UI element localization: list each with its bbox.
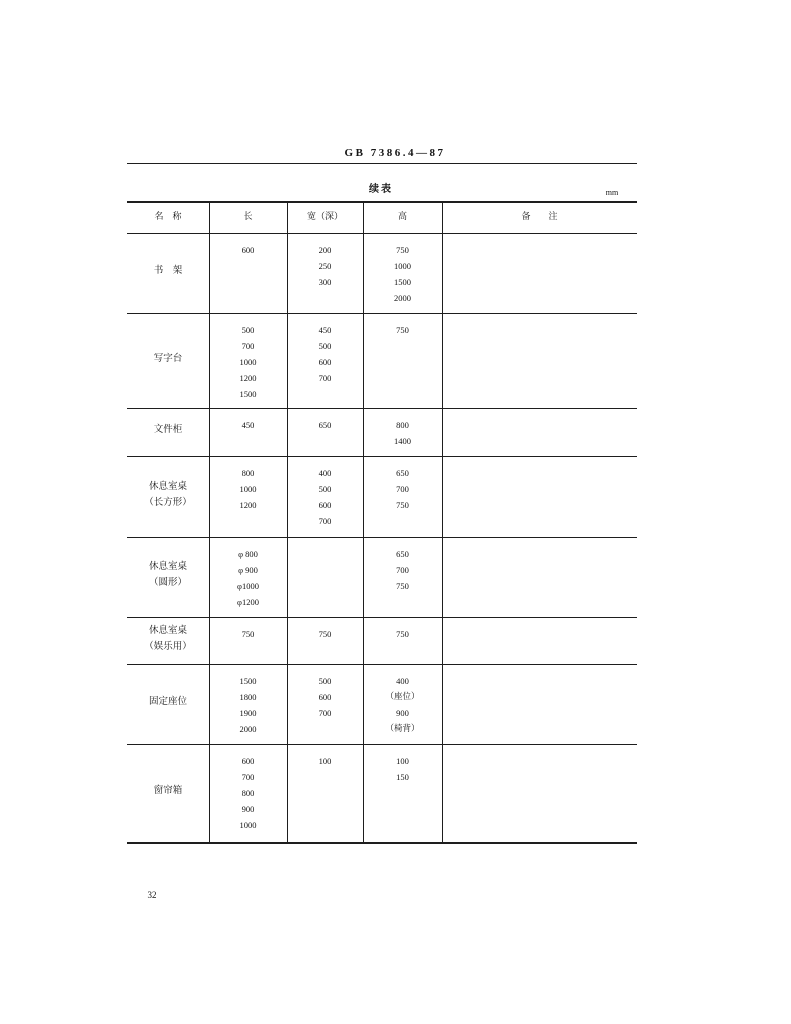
height-cell [363,546,442,594]
row-name [127,263,209,279]
length-cell [209,322,287,402]
width-cell [287,626,363,642]
length-value: 1000 [239,357,257,367]
length-value: 900 [241,804,255,814]
length-value: 1500 [239,676,257,686]
height-value: 100 [396,756,409,766]
width-value: 500 [318,484,332,494]
height-value: 900 [396,708,409,718]
width-cell [287,753,363,769]
table-row [127,313,637,408]
length-value: 1500 [239,389,257,399]
length-value: 2000 [239,724,257,734]
table-caption: 续表 [369,184,393,195]
width-value: 200 [318,245,332,255]
row-name [127,479,209,511]
height-value: 650 [396,549,409,559]
height-value: 800 [396,420,409,430]
height-cell [363,465,442,513]
width-value: 300 [318,277,332,287]
length-value: 1200 [239,500,257,510]
row-name-line: 写字台 [153,353,183,364]
row-name [127,623,209,655]
header-rule [127,163,637,164]
length-cell [209,673,287,737]
length-cell [209,626,287,642]
height-value: 750 [396,500,409,510]
length-cell [209,753,287,833]
width-value: 450 [318,325,332,335]
header-width: 宽（深） [306,212,343,222]
width-value: 650 [318,420,332,430]
length-value: φ1000 [237,581,259,591]
row-name-line: 窗帘箱 [153,785,183,796]
width-value: 700 [318,373,332,383]
length-value: 600 [241,756,255,766]
row-name-line: 休息室桌 [148,625,187,636]
row-name [127,351,209,367]
length-cell [209,417,287,433]
length-value: 1200 [239,373,257,383]
height-value: 750 [396,629,409,639]
length-value: 800 [241,468,255,478]
table-row [127,617,637,664]
width-cell [287,465,363,529]
page-number: 32 [147,890,157,900]
length-value: 600 [241,245,255,255]
height-value: 750 [396,581,409,591]
width-cell [287,322,363,386]
height-value: 2000 [394,293,411,303]
width-value: 500 [318,676,332,686]
length-value: φ1200 [237,597,259,607]
length-value: 450 [241,420,255,430]
width-value: 600 [318,500,332,510]
length-value: 700 [241,772,255,782]
header-height: 高 [397,212,407,222]
length-value: φ 800 [238,549,258,559]
width-cell [287,417,363,433]
table-row [127,456,637,537]
width-value: 750 [318,629,332,639]
row-name [127,422,209,438]
width-value: 250 [318,261,332,271]
height-cell [363,673,442,737]
row-name-line: 休息室桌 [148,481,187,492]
row-name-line: （长方形） [144,497,192,508]
row-name [127,694,209,710]
unit-label: mm [605,188,619,197]
standard-code: GB 7386.4—87 [344,147,446,159]
height-cell [363,417,442,449]
length-value: 1900 [239,708,257,718]
length-value: φ 900 [238,565,258,575]
width-value: 400 [318,468,332,478]
length-value: 1000 [239,820,257,830]
height-cell [363,242,442,306]
height-value: （座位） [385,692,420,702]
width-value: 600 [318,357,332,367]
width-value: 100 [318,756,332,766]
table-bottom-border [127,842,637,844]
width-value: 700 [318,708,332,718]
width-value: 700 [318,516,332,526]
length-value: 750 [241,629,255,639]
height-value: 650 [396,468,409,478]
height-cell [363,753,442,785]
table-row [127,408,637,456]
length-cell [209,242,287,258]
table-row [127,664,637,744]
height-value: 750 [396,325,409,335]
height-value: 750 [396,245,409,255]
row-name-line: （圆形） [148,577,187,588]
width-value: 500 [318,341,332,351]
table-row [127,744,637,842]
height-cell [363,322,442,338]
height-value: 700 [396,484,409,494]
header-length: 长 [243,212,253,222]
table-row [127,233,637,313]
row-name-line: 书 架 [153,265,183,276]
width-cell [287,673,363,721]
row-name-line: （娱乐用） [144,641,192,652]
row-name-line: 文件柜 [153,424,183,435]
height-value: 400 [396,676,409,686]
length-cell [209,465,287,513]
length-value: 1800 [239,692,257,702]
length-value: 700 [241,341,255,351]
row-name-line: 固定座位 [148,696,187,707]
height-value: 150 [396,772,409,782]
header-remarks: 备 注 [521,212,558,222]
height-value: （椅背） [385,724,420,734]
length-value: 800 [241,788,255,798]
length-value: 500 [241,325,255,335]
height-cell [363,626,442,642]
row-name-line: 休息室桌 [148,561,187,572]
length-value: 1000 [239,484,257,494]
height-value: 1000 [394,261,411,271]
height-value: 1400 [394,436,411,446]
height-value: 700 [396,565,409,575]
header-name: 名 称 [154,212,182,222]
width-cell [287,242,363,290]
row-name [127,783,209,799]
height-value: 1500 [394,277,411,287]
length-cell [209,546,287,610]
table-row [127,537,637,617]
row-name [127,559,209,591]
width-value: 600 [318,692,332,702]
